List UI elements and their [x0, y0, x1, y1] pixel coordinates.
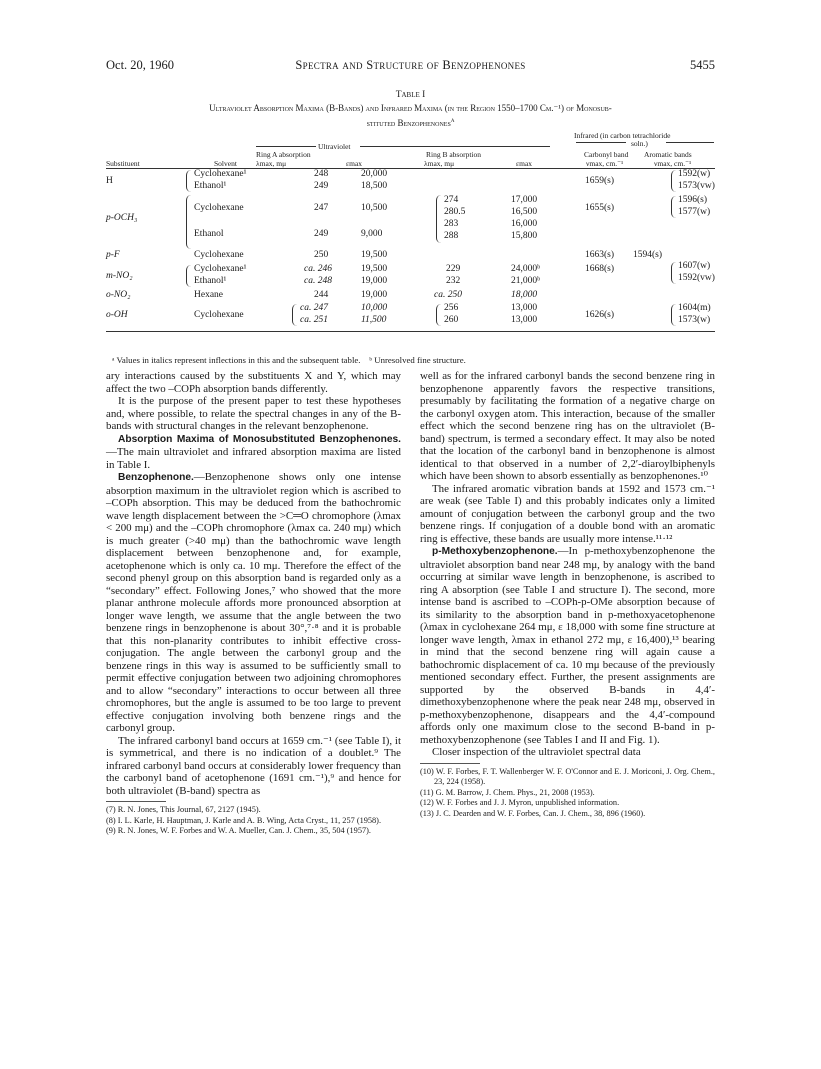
th-ringa-emax: εmax [346, 159, 363, 168]
reference-13: (13) J. C. Dearden and W. F. Forbes, Can. J. Chem., 38, 896 (1960). [420, 808, 646, 818]
row-mno2-rb-e2: 21,000ᵇ [511, 276, 541, 286]
row-mno2-ra-e1: 19,500 [361, 264, 388, 274]
row-ooh-ra-l2: ca. 251 [300, 315, 328, 325]
row-poch3-rb-e1: 17,000 [511, 195, 538, 205]
header-date: Oct. 20, 1960 [106, 58, 175, 72]
row-h-ra-e2: 18,500 [361, 181, 388, 191]
th-aromatic-nmax: νmax, cm.⁻¹ [654, 159, 692, 168]
row-mno2-ar-1: 1607(w) [678, 261, 711, 271]
row-poch3-rb-e4: 15,800 [511, 231, 538, 241]
left-p1: ary interactions caused by the substituents X and Y, which may affect the two –COPh absorption bands differently. [106, 370, 401, 395]
reference-8: (8) I. L. Karle, H. Hauptman, J. Karle and A. B. Wing, Acta Cryst., 11, 257 (1958). [106, 815, 382, 825]
row-mno2-solvent-1: Cyclohexane¹ [194, 264, 247, 274]
row-ono2-ra-e1: 19,000 [361, 290, 388, 300]
right-p2: The infrared aromatic vibration bands at 1592 and 1573 cm.⁻¹ are weak (see Table I) and this probably indicates only a limited amount of conjugation between the carbonyl group and the two benzene rings. If conjugation of a double bond with an aromatic ring is effective, these bands are usually more intense.¹¹·¹² [420, 482, 715, 545]
right-p1: well as for the infrared carbonyl bands the second benzene ring in benzophenone apparently favors the respective transitions, presumably by facilitating the formation of a negative charge on the carbonyl oxygen atom. This interaction, because of the smaller effect which the second benzene ring has on the ultraviolet (B-band) spectrum, is termed a secondary effect. It may also be noted that the location of the carbonyl band in benzophenone is almost identical to that observed in a number of 2,2′-diaroylbiphenyls which have been shown to absorb essentially as benzophenones.¹⁰ [420, 370, 715, 482]
th-ultraviolet: Ultraviolet [318, 142, 351, 151]
row-ono2-substituent: o-NO₂ [106, 290, 131, 300]
table-one [106, 128, 715, 353]
row-ooh-ra-l1: ca. 247 [300, 303, 328, 313]
row-poch3-rb-e2: 16,500 [511, 207, 538, 217]
footnote-a: ᵃ Values in italics represent inflections in this and the subsequent table. [112, 355, 361, 365]
running-header [106, 58, 715, 74]
page-number: 5455 [690, 58, 715, 72]
table-title [106, 102, 715, 129]
row-poch3-rb-e3: 16,000 [511, 219, 538, 229]
row-poch3-ra-l1: 247 [314, 203, 329, 213]
header-title: Spectra and Structure of Benzophenones [295, 58, 526, 72]
row-pf-ra-l1: 250 [314, 250, 329, 260]
table-title-line2 [106, 114, 715, 129]
left-p4-text: —Benzophenone shows only one intense absorption maximum in the ultraviolet region which is ascribed to –COPh absorption. This may be deduced from the bathochromic wave length displacement between the >C═O chromophore (λmax < 200 mμ) and the –COPh chromophore (λmax ca. 240 mμ) which is much greater (>40 mμ) than the bathochromic wave length displacement between benzophenone and, for example, acetophenone which is only ca. 10 mμ. Therefore the effect of the second phenyl group on this absorption band is regarded only as a “secondary” effect. Following Jones,⁷ who showed that the more planar anthrone molecule affords more pronounced absorption at longer wave length, we assume that the angle between the two benzene rings in benzophenone is about 30°,⁷·⁸ and it is probable that this non-planarity contributes to inhibit effective cross-conjugation. The angle between the carbonyl group and the benzene rings in this way is assumed to be sufficiently small to permit effective conjugation between two adjoining chromophores and to allow “secondary” interactions to occur between all three chromophores, but the angle is assumed to be too large to prevent effective conjugation involving both benzene rings and the carbonyl group. [106, 471, 401, 734]
row-ooh-rb-l2: 260 [444, 315, 459, 325]
row-h-ra-e1: 20,000 [361, 169, 388, 179]
th-carbonyl: Carbonyl band [584, 150, 629, 159]
footnote-b: ᵇ Unresolved fine structure. [369, 355, 466, 365]
row-ooh-ar-2: 1573(w) [678, 315, 711, 325]
th-infrared: Infrared (in carbon tetrachloride [574, 131, 671, 140]
row-ooh-rb-e1: 13,000 [511, 303, 538, 313]
row-poch3-ra-e2: 9,000 [361, 229, 383, 239]
row-h-solvent-2: Ethanol¹ [194, 181, 227, 191]
row-mno2-ra-e2: 19,000 [361, 276, 388, 286]
row-poch3-substituent: p-OCH₃ [106, 213, 138, 223]
row-pf-ra-e1: 19,500 [361, 250, 388, 260]
row-mno2-substituent: m-NO₂ [106, 271, 133, 281]
left-references [106, 805, 401, 837]
row-poch3-rb-l3: 283 [444, 219, 459, 229]
row-pf-substituent: p-F [106, 250, 120, 260]
row-poch3-solvent-1: Cyclohexane [194, 203, 244, 213]
th-solvent: Solvent [214, 159, 237, 168]
table-title-note: a [450, 116, 455, 124]
row-h-substituent: H [106, 176, 113, 186]
row-ooh-ra-e1: 10,000 [361, 303, 388, 313]
row-ono2-ra-l1: 244 [314, 290, 329, 300]
reference-7: (7) R. N. Jones, This Journal, 67, 2127 (1945). [106, 805, 261, 814]
th-ringa-lmax: λmax, mμ [256, 159, 287, 168]
row-pf-ar-1: 1594(s) [633, 250, 663, 260]
left-p5: The infrared carbonyl band occurs at 1659 cm.⁻¹ (see Table I), it is symmetrical, and there is no indication of a doublet.⁹ The infrared carbonyl band occurs at considerably lower frequency than the carbonyl band of acetophenone (1691 cm.⁻¹),⁹ and hence for both ultraviolet (B-band) spectra as [106, 734, 401, 797]
left-p3-text: —The main ultraviolet and infrared absorption maxima are listed in Table I. [106, 446, 401, 471]
table-title-line1: Ultraviolet Absorption Maxima (B-Bands) and Infrared Maxima (in the Region 1550–1700 Cm.⁻¹) of Monosub- [209, 103, 612, 113]
row-h-ar-2: 1573(vw) [678, 181, 715, 191]
row-mno2-rb-l2: 232 [446, 276, 461, 286]
row-ono2-rb-e1: 18,000 [511, 290, 538, 300]
row-ooh-ar-1: 1604(m) [678, 303, 711, 313]
row-poch3-ar-2: 1577(w) [678, 207, 711, 217]
row-h-carbonyl: 1659(s) [585, 176, 615, 186]
row-pf-solvent-1: Cyclohexane [194, 250, 244, 260]
heading-monosubstituted: Absorption Maxima of Monosubstituted Benzophenones. [118, 433, 401, 445]
th-soln: soln.) [631, 139, 648, 148]
th-ring-b: Ring B absorption [426, 150, 482, 159]
row-poch3-ar-1: 1596(s) [678, 195, 708, 205]
row-ooh-solvent-1: Cyclohexane [194, 310, 244, 320]
row-mno2-rb-l1: 229 [446, 264, 461, 274]
reference-10: (10) W. F. Forbes, F. T. Wallenberger W. F. O'Connor and E. J. Moriconi, J. Org. Chem., 23, 224 (1958). [420, 766, 715, 786]
row-h-solvent-1: Cyclohexane¹ [194, 169, 247, 179]
table-title-line2-text: stituted Benzophenones [366, 118, 451, 128]
row-ono2-solvent-1: Hexane [194, 290, 224, 300]
reference-9: (9) R. N. Jones, W. F. Forbes and W. A. Mueller, Can. J. Chem., 35, 504 (1957). [106, 826, 371, 835]
row-poch3-ra-e1: 10,500 [361, 203, 388, 213]
right-p3-text: —In p-methoxybenzophenone the ultraviolet absorption band near 248 mμ, by analogy with the band occurring at similar wave length in benzophenone, is ascribed to ring A absorption (see Table I and structure I). The second, more intense band is ascribed to –COPh-p-OMe absorption because of its similarity to the absorption band in p-methoxyacetophenone (λmax in cyclohexane 264 mμ, ε 18,000 with some fine structure at longer wave length, λmax in ethanol 272 mμ, ε 16,400),¹³ bearing in mind that the second benzene ring will again cause a bathochromic displacement of ca. 10 mμ because of the previously mentioned secondary effect. Further, the present assignments are supported by the observed B-bands in 4,4′-dimethoxybenzophenone where the peak near 248 mμ, observed in p-methoxybenzophenone, disappears and the 4,4′-compound affords only one maximum close to the second B-band in p-methoxybenzophenone (see Tables I and II and Fig. 1). [420, 545, 715, 746]
row-mno2-solvent-2: Ethanol¹ [194, 276, 227, 286]
th-carbonyl-nmax: νmax, cm.⁻¹ [586, 159, 624, 168]
row-poch3-ra-l2: 249 [314, 229, 329, 239]
row-h-ra-l2: 249 [314, 181, 329, 191]
table-caption: Table I [395, 90, 426, 100]
row-poch3-rb-l1: 274 [444, 195, 459, 205]
row-poch3-rb-l4: 288 [444, 231, 459, 241]
row-ooh-substituent: o-OH [106, 310, 128, 320]
row-ooh-ra-e2: 11,500 [361, 315, 387, 325]
th-ring-a: Ring A absorption [256, 150, 311, 159]
row-h-ar-1: 1592(w) [678, 169, 711, 179]
right-references [420, 767, 715, 820]
left-p2: It is the purpose of the present paper to test these hypotheses and, where possible, to relate the spectral changes in any of the B-bands with structural changes in the relevant benzophenone. [106, 395, 401, 432]
row-mno2-ar-2: 1592(vw) [678, 273, 715, 283]
th-ringb-lmax: λmax, mμ [424, 159, 455, 168]
row-poch3-solvent-2: Ethanol [194, 229, 224, 239]
row-pf-carbonyl: 1663(s) [585, 250, 615, 260]
reference-12: (12) W. F. Forbes and J. J. Myron, unpublished information. [420, 798, 620, 807]
heading-methoxybenzophenone: p-Methoxybenzophenone. [432, 546, 558, 557]
left-column [106, 370, 401, 837]
row-poch3-carbonyl: 1655(s) [585, 203, 615, 213]
row-mno2-ra-l1: ca. 246 [304, 264, 332, 274]
row-ooh-rb-l1: 256 [444, 303, 459, 313]
right-p4: Closer inspection of the ultraviolet spectral data [432, 746, 641, 758]
table-footnotes [112, 355, 722, 366]
right-p3 [420, 545, 715, 746]
th-aromatic: Aromatic bands [644, 150, 692, 159]
row-poch3-rb-l2: 280.5 [444, 207, 466, 217]
reference-11: (11) G. M. Barrow, J. Chem. Phys., 21, 2008 (1953). [420, 787, 595, 797]
th-ringb-emax: εmax [516, 159, 533, 168]
row-ono2-rb-l1: ca. 250 [434, 290, 462, 300]
heading-benzophenone: Benzophenone. [118, 472, 194, 483]
row-mno2-rb-e1: 24,000ᵇ [511, 264, 541, 274]
left-p4 [106, 471, 401, 735]
row-mno2-ra-l2: ca. 248 [304, 276, 332, 286]
row-ooh-carbonyl: 1626(s) [585, 310, 615, 320]
th-substituent: Substituent [106, 159, 140, 168]
row-mno2-carbonyl: 1668(s) [585, 264, 615, 274]
row-h-ra-l1: 248 [314, 169, 329, 179]
right-column [420, 370, 715, 819]
row-ooh-rb-e2: 13,000 [511, 315, 538, 325]
left-p3 [106, 433, 401, 472]
